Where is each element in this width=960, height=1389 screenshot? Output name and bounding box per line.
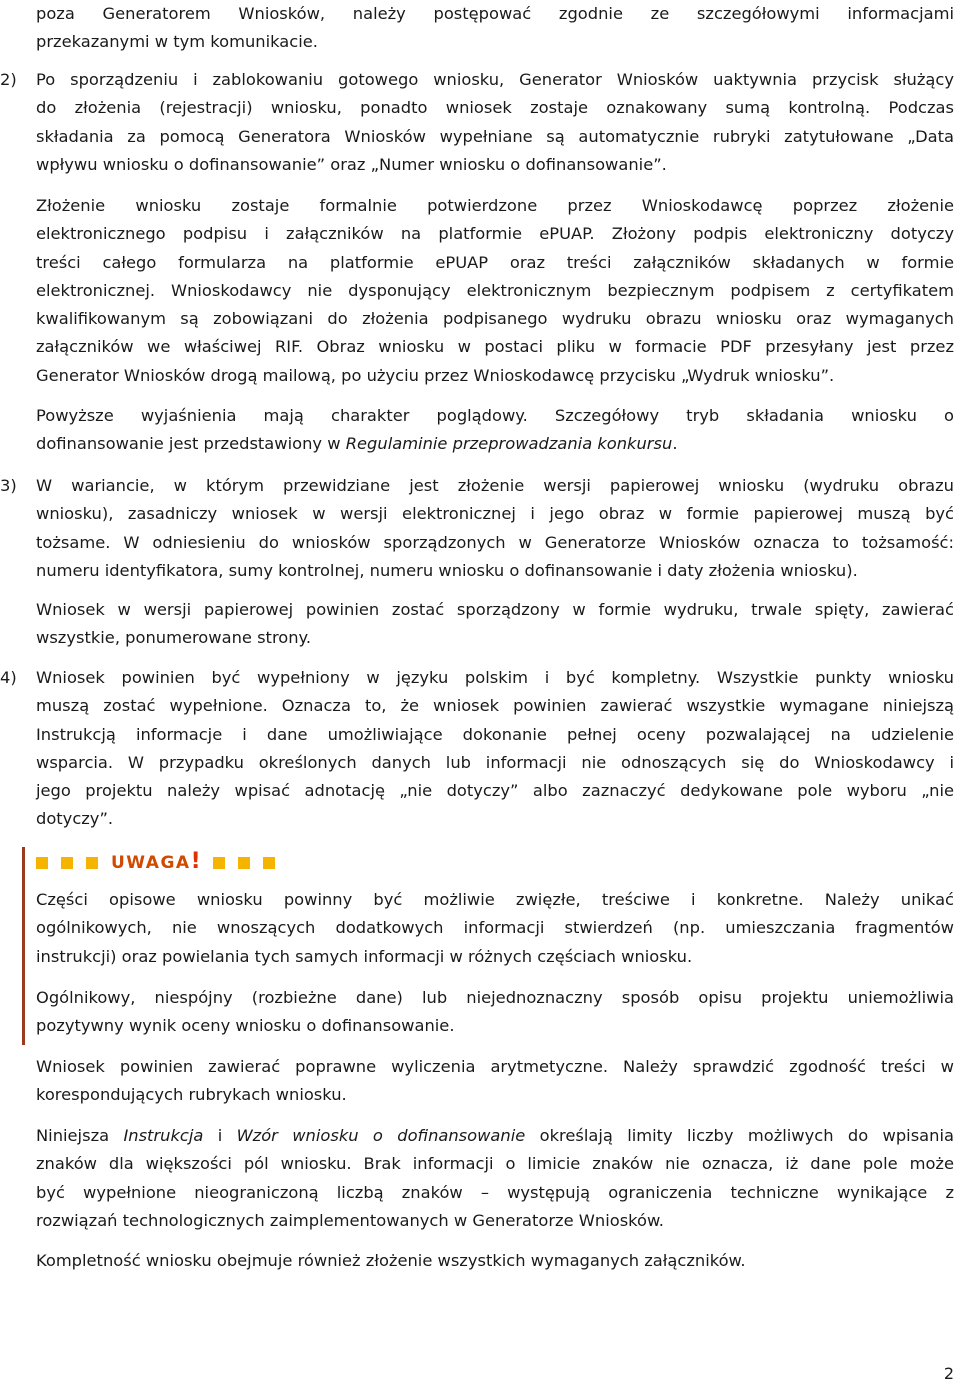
item2-paragraph-1	[36, 66, 954, 179]
item3-paragraph-2	[36, 596, 954, 653]
text-fragment: Niniejsza	[36, 1126, 124, 1145]
text-line: dotyczy”.	[36, 809, 114, 829]
exclamation-icon: !	[190, 849, 201, 875]
regulation-title: Regulaminie przeprowadzania konkursu	[345, 434, 673, 454]
item2-paragraph-3	[36, 402, 954, 459]
warning-label-text: UWAGA	[111, 853, 191, 874]
text-line: znaków dla większości pól wniosku. Brak informacji o limicie znaków nie oznacza, iż dane pole może	[36, 1154, 954, 1174]
text-fragment: dofinansowanie jest przedstawiony w	[36, 434, 346, 454]
text-line: muszą zostać wypełnione. Oznacza to, że wniosek powinien zawierać wszystkie wymagane niniejszą	[36, 696, 954, 716]
text-line: korespondujących rubrykach wniosku.	[36, 1085, 347, 1105]
text-fragment: określają limity liczby możliwych do wpisania	[525, 1126, 954, 1145]
text-fragment: .	[672, 434, 678, 454]
text-line: elektronicznego podpisu i załączników na platformie ePUAP. Złożony podpis elektroniczny dotyczy	[36, 224, 954, 244]
list-number: 3)	[0, 476, 17, 495]
text-line: Ogólnikowy, niespójny (rozbieżne dane) lub niejednoznaczny sposób opisu projektu uniemożliwia	[36, 988, 954, 1007]
warning-paragraph-1	[36, 886, 954, 971]
text-line: W wariancie, w którym przewidziane jest złożenie wersji papierowej wniosku (wydruku obrazu	[36, 476, 954, 495]
text-line: wpływu wniosku o dofinansowanie” oraz „Numer wniosku o dofinansowanie”.	[36, 154, 667, 174]
limits-paragraph	[36, 1122, 954, 1235]
text-line: Kompletność wniosku obejmuje również złożenie wszystkich wymaganych załączników.	[36, 1251, 746, 1270]
square-bullet-icon	[213, 857, 225, 869]
text-line: Po sporządzeniu i zablokowaniu gotowego wniosku, Generator Wniosków uaktywnia przycisk służący	[36, 70, 954, 89]
text-line: ogólnikowych, nie wnoszących dodatkowych informacji stwierdzeń (np. umieszczania fragmentów	[36, 918, 954, 938]
square-bullet-icon	[263, 857, 275, 869]
text-line: treści całego formularza na platformie ePUAP oraz treści załączników składanych w formie	[36, 252, 954, 272]
text-line: elektronicznej. Wnioskodawcy nie dysponujący elektronicznym bezpiecznym podpisem z certyfikatem	[36, 280, 954, 300]
text-line: załączników we właściwej RIF. Obraz wniosku w postaci pliku w formacie PDF przesyłany jest przez	[36, 337, 954, 357]
list-number: 4)	[0, 668, 17, 687]
text-line: Generator Wniosków drogą mailową, po użyciu przez Wnioskodawcę przycisku „Wydruk wniosku”.	[36, 365, 835, 385]
form-title: Wzór wniosku o dofinansowanie	[236, 1126, 526, 1145]
text-line: do złożenia (rejestracji) wniosku, ponadto wniosek zostaje oznakowany sumą kontrolną. Podczas	[36, 98, 954, 118]
text-line: rozwiązań technologicznych zaimplementowanych w Generatorze Wniosków.	[36, 1210, 664, 1230]
text-line: instrukcji) oraz powielania tych samych informacji w różnych częściach wniosku.	[36, 946, 693, 966]
text-line: poza Generatorem Wniosków, należy postępować zgodnie ze szczegółowymi informacjami	[36, 4, 954, 23]
text-line: numeru identyfikatora, sumy kontrolnej, numeru wniosku o dofinansowanie i daty złożenia wniosku).	[36, 560, 858, 580]
list-number: 2)	[0, 70, 17, 89]
text-line: przekazanymi w tym komunikacie.	[36, 32, 318, 52]
square-bullet-icon	[36, 857, 48, 869]
text-line: wniosku), zasadniczy wniosek w wersji elektronicznej i jego obraz w formie papierowej muszą być	[36, 504, 954, 524]
text-line: Instrukcją informacje i dane umożliwiające dokonanie pełnej oceny pozwalającej na udzielenie	[36, 724, 954, 744]
text-line: Wniosek powinien zawierać poprawne wyliczenia arytmetyczne. Należy sprawdzić zgodność treści w	[36, 1057, 954, 1076]
text-line: Powyższe wyjaśnienia mają charakter poglądowy. Szczegółowy tryb składania wniosku o	[36, 406, 954, 425]
warning-label	[111, 848, 201, 877]
text-line: tożsame. W odniesieniu do wniosków sporządzonych w Generatorze Wniosków oznacza to tożsamość:	[36, 532, 954, 552]
text-line	[36, 1122, 954, 1150]
text-fragment: i	[203, 1126, 237, 1145]
text-line: Wniosek w wersji papierowej powinien zostać sporządzony w formie wydruku, trwale spięty, zawierać	[36, 600, 954, 619]
text-line: być wypełnione nieograniczoną liczbą znaków – występują ograniczenia techniczne wynikające z	[36, 1182, 954, 1202]
text-line: pozytywny wynik oceny wniosku o dofinansowanie.	[36, 1016, 455, 1036]
warning-paragraph-2	[36, 984, 954, 1041]
square-bullet-icon	[238, 857, 250, 869]
intro-paragraph	[36, 0, 954, 57]
square-bullet-icon	[86, 857, 98, 869]
text-line: wszystkie, ponumerowane strony.	[36, 628, 312, 648]
instruction-title: Instrukcja	[123, 1126, 204, 1145]
page-number: 2	[943, 1364, 954, 1383]
text-line	[36, 430, 954, 458]
text-line: kwalifikowanym są zobowiązani do złożenia podpisanego wydruku obrazu wniosku oraz wymaganych	[36, 309, 954, 329]
square-bullet-icon	[61, 857, 73, 869]
text-line: Złożenie wniosku zostaje formalnie potwierdzone przez Wnioskodawcę poprzez złożenie	[36, 196, 954, 215]
item4-paragraph-1	[36, 664, 954, 834]
text-line: jego projektu należy wpisać adnotację „nie dotyczy” albo zaznaczyć dedykowane pole wyboru „nie	[36, 781, 954, 801]
item2-paragraph-2	[36, 192, 954, 390]
warning-heading	[36, 850, 288, 876]
warning-side-bar	[22, 847, 25, 1045]
text-line: Wniosek powinien być wypełniony w języku polskim i być kompletny. Wszystkie punkty wniosku	[36, 668, 954, 687]
text-line: składania za pomocą Generatora Wniosków wypełniane są automatycznie rubryki zatytułowane „Data	[36, 126, 954, 146]
text-line: Części opisowe wniosku powinny być możliwie zwięzłe, treściwe i konkretne. Należy unikać	[36, 890, 954, 909]
arithmetic-paragraph	[36, 1053, 954, 1110]
completeness-paragraph	[36, 1247, 954, 1275]
text-line: wsparcia. W przypadku określonych danych lub informacji nie odnoszących się do Wnioskodawcy i	[36, 752, 954, 772]
item3-paragraph-1	[36, 472, 954, 585]
